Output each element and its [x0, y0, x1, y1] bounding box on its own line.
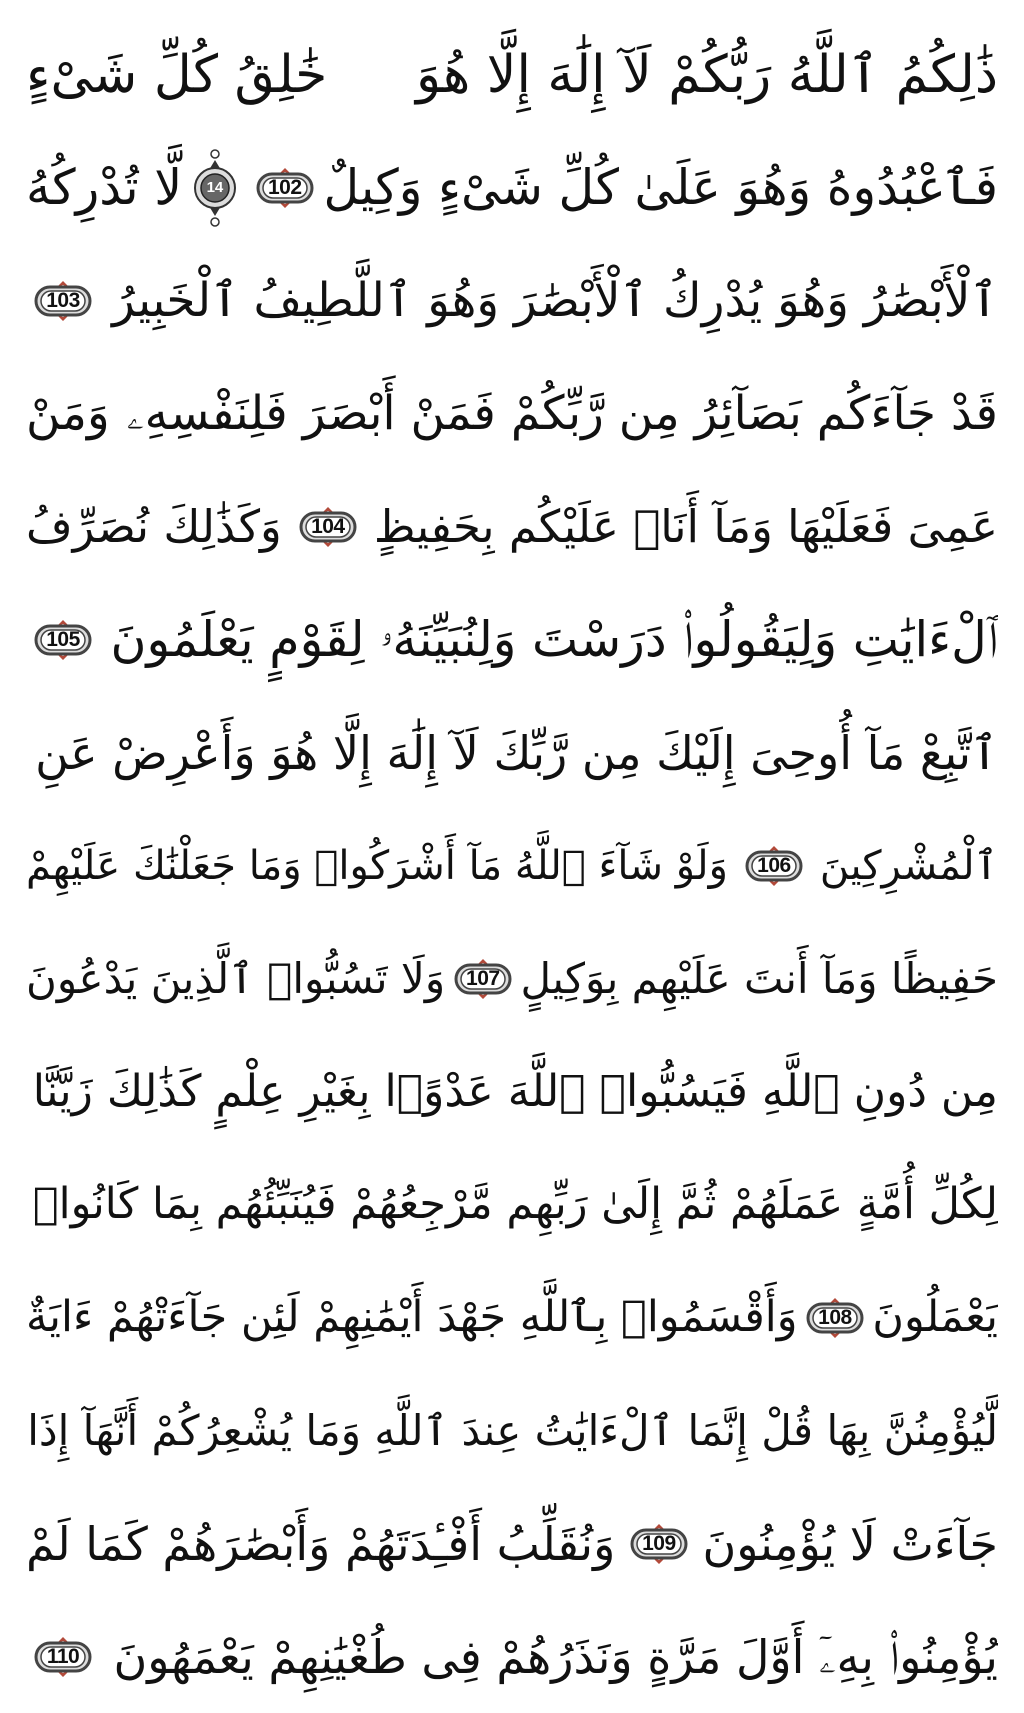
verse-text: فَٱعْبُدُوهُ وَهُوَ عَلَىٰ كُلِّ شَىْءٍ وَكِيلٌ	[323, 159, 998, 216]
ayah-end-marker	[32, 618, 94, 662]
verse-text: جَآءَتْ لَا يُؤْمِنُونَ	[702, 1516, 998, 1571]
ayah-number: 104	[311, 515, 345, 538]
ayah-number: 110	[46, 1645, 80, 1668]
text-line	[26, 583, 998, 696]
ayah-number: 106	[757, 854, 791, 877]
text-line	[26, 357, 998, 470]
text-line	[26, 1148, 998, 1261]
verse-text: مِن دُونِ ٱللَّهِ فَيَسُبُّوا۟ ٱللَّهَ عَدْوًۢا بِغَيْرِ عِلْمٍ كَذَٰلِكَ زَيَّنَّا	[32, 1065, 998, 1117]
text-line	[26, 1035, 998, 1148]
hizb-number: 14	[206, 179, 224, 196]
verse-text: يُؤْمِنُوا۟ بِهِۦٓ أَوَّلَ مَرَّةٍ وَنَذَرُهُمْ فِى طُغْيَٰنِهِمْ يَعْمَهُونَ	[113, 1629, 998, 1684]
verse-text: وَلَا تَسُبُّوا۟ ٱلَّذِينَ يَدْعُونَ	[26, 953, 446, 1003]
ayah-end-marker	[254, 166, 316, 210]
text-line	[26, 1374, 998, 1487]
ayah-end-marker	[804, 1296, 866, 1340]
ayah-number: 103	[46, 289, 80, 312]
ayah-number: 107	[466, 967, 500, 990]
ayah-end-marker	[628, 1522, 690, 1566]
text-line	[26, 1487, 998, 1600]
text-line	[26, 470, 998, 583]
verse-text: وَكَذَٰلِكَ نُصَرِّفُ	[26, 500, 282, 553]
ayah-end-marker	[452, 957, 514, 1001]
verse-text: وَنُقَلِّبُ أَفْـِٔدَتَهُمْ وَأَبْصَٰرَهُمْ كَمَا لَمْ	[26, 1516, 616, 1571]
verse-text: قَدْ جَآءَكُم بَصَآئِرُ مِن رَّبِّكُمْ فَمَنْ أَبْصَرَ فَلِنَفْسِهِۦ	[126, 386, 998, 441]
verse-text: خَٰلِقُ كُلِّ شَىْءٍ	[26, 44, 328, 105]
verse-text: وَأَقْسَمُوا۟ بِٱللَّهِ جَهْدَ أَيْمَٰنِهِمْ لَئِن جَآءَتْهُمْ ءَايَةٌ	[26, 1292, 798, 1342]
text-line	[26, 18, 998, 131]
text-line	[26, 1261, 998, 1374]
verse-text: حَفِيظًا وَمَآ أَنتَ عَلَيْهِم بِوَكِيلٍ	[520, 953, 998, 1003]
text-line	[26, 131, 998, 244]
text-line	[26, 809, 998, 922]
text-line	[26, 244, 998, 357]
verse-text: ٱتَّبِعْ مَآ أُوحِىَ إِلَيْكَ مِن رَّبِّكَ لَآ إِلَٰهَ إِلَّا هُوَ وَأَعْرِضْ عَنِ	[35, 725, 998, 780]
ayah-end-marker	[32, 279, 94, 323]
verse-text: ٱلْمُشْرِكِينَ	[819, 842, 998, 889]
ayah-number: 109	[642, 1532, 676, 1555]
ayah-number: 105	[46, 628, 80, 651]
ayah-end-marker	[32, 1635, 94, 1679]
text-line	[26, 1600, 998, 1713]
verse-text: لِكُلِّ أُمَّةٍ عَمَلَهُمْ ثُمَّ إِلَىٰ رَبِّهِم مَّرْجِعُهُمْ فَيُنَبِّئُهُم بِمَا كَانُوا۟	[32, 1179, 998, 1229]
verse-text: لَّيُؤْمِنُنَّ بِهَا قُلْ إِنَّمَا ٱلْءَايَٰتُ عِندَ ٱللَّهِ وَمَا يُشْعِرُكُمْ أَنَّهَآ إِذَا	[27, 1405, 998, 1455]
verse-text: وَلَوْ شَآءَ ٱللَّهُ مَآ أَشْرَكُوا۟ وَمَا جَعَلْنَٰكَ عَلَيْهِمْ	[26, 842, 728, 889]
ayah-number: 102	[267, 176, 302, 199]
verse-text: يَعْمَلُونَ	[872, 1292, 998, 1342]
ayah-number: 108	[818, 1306, 852, 1329]
ayah-end-marker	[743, 844, 805, 888]
verse-text: ذَٰلِكُمُ ٱللَّهُ رَبُّكُمْ لَآ إِلَٰهَ إِلَّا هُوَ	[415, 44, 998, 105]
verse-text: ٱلْأَبْصَٰرُ وَهُوَ يُدْرِكُ ٱلْأَبْصَٰرَ وَهُوَ ٱللَّطِيفُ ٱلْخَبِيرُ	[112, 273, 998, 328]
verse-text: ٱلْءَايَٰتِ وَلِيَقُولُوا۟ دَرَسْتَ وَلِنُبَيِّنَهُۥ لِقَوْمٍ يَعْلَمُونَ	[110, 611, 998, 668]
ayah-end-marker	[297, 505, 359, 549]
text-line	[26, 922, 998, 1035]
verse-text: وَمَنْ	[26, 386, 110, 441]
verse-text: لَّا تُدْرِكُهُ	[26, 159, 183, 216]
text-line	[26, 696, 998, 809]
verse-text: عَمِىَ فَعَلَيْهَا وَمَآ أَنَا۠ عَلَيْكُم بِحَفِيظٍ	[373, 500, 998, 553]
hizb-marker	[192, 148, 238, 228]
